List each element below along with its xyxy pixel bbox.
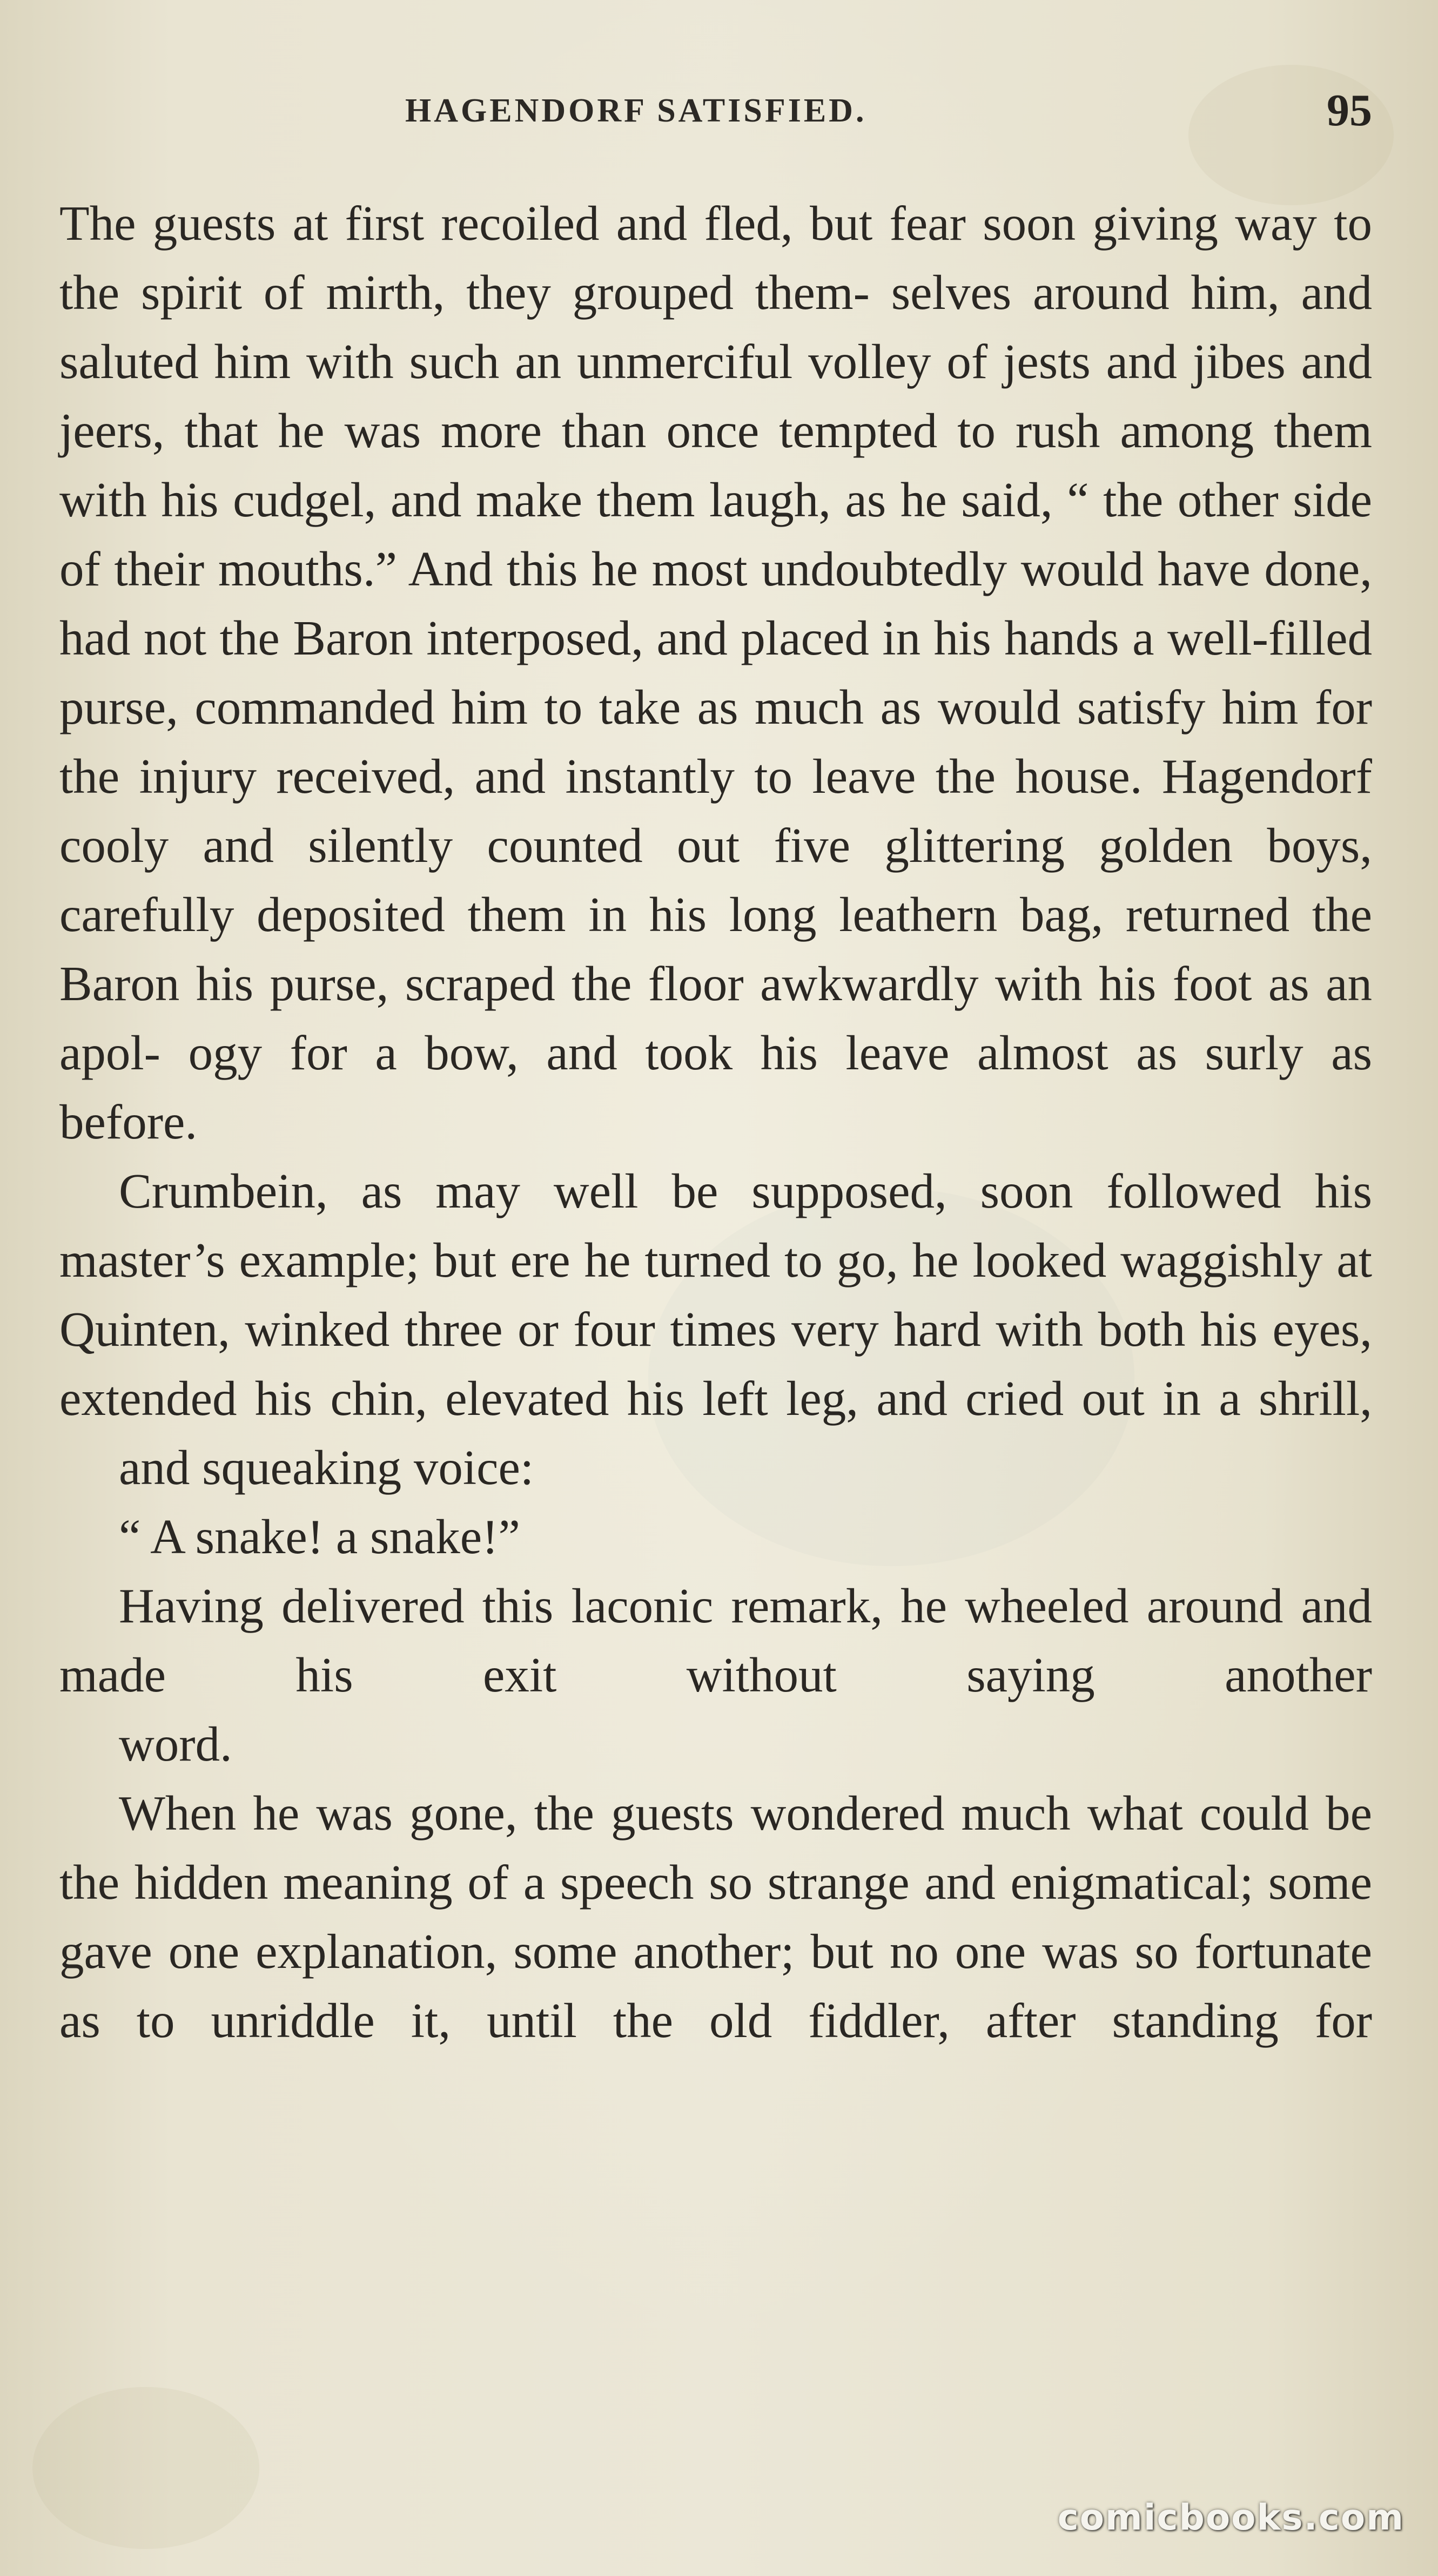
text-line: his master’s example; but ere he turned to go, he (59, 1164, 1373, 1287)
text-line-last: and squeaking voice: (119, 1440, 534, 1495)
text-line: chin, elevated his left leg, and cried out in a shrill, (330, 1371, 1372, 1426)
text-line: ogy for a bow, and took his leave almost as surly as (188, 1026, 1373, 1080)
text-line: unriddle it, until the old fiddler, after standing for (211, 1993, 1373, 2048)
text-line: him for the injury received, and instantly to leave (59, 680, 1372, 804)
paper-stain (32, 2387, 259, 2549)
text-line: unmerciful volley of jests and jibes and jeers, that (59, 334, 1372, 458)
page-number: 95 (1327, 85, 1372, 136)
text-line: looked waggishly at Quinten, winked three or four (59, 1233, 1373, 1357)
text-line: Crumbein, as may well be supposed, soon followed (119, 1164, 1281, 1218)
text-line: selves around him, and saluted him with such an (59, 265, 1372, 389)
running-title: HAGENDORF SATISFIED. (405, 92, 867, 129)
text-line: strange and enigmatical; some gave one explanation, (59, 1855, 1373, 1979)
paragraph (59, 1572, 1372, 1779)
text-line-last: before. (59, 1095, 198, 1149)
text-line: he was more than once tempted to rush among them (278, 403, 1372, 458)
text-line: scraped the floor awkwardly with his foot as an apol- (59, 956, 1372, 1080)
text-line: commanded him to take as much as would satisfy (194, 680, 1206, 734)
text-line: Having delivered this laconic remark, he wheeled (119, 1579, 1129, 1633)
text-line: with his cudgel, and make them laugh, as he said, (59, 473, 1053, 527)
paragraph (59, 1502, 1372, 1572)
text-line: undoubtedly would have done, had not the Baron (59, 542, 1372, 665)
page-header (59, 81, 1372, 140)
text-line: the house. Hagendorf cooly and silently counted out (59, 749, 1372, 873)
paragraph (59, 1157, 1372, 1502)
text-line-last: word. (119, 1717, 232, 1771)
text-line: interposed, and placed in his hands a well-filled purse, (59, 611, 1372, 734)
body-text (59, 189, 1372, 2387)
text-line: five glittering golden boys, carefully deposited them (59, 818, 1373, 942)
paragraph (59, 189, 1372, 1157)
text-line: giving way to the spirit of mirth, they grouped them- (59, 196, 1372, 320)
text-line: times very hard with both his eyes, extended his (59, 1302, 1372, 1426)
text-line-last: “ A snake! a snake!” (119, 1509, 520, 1564)
watermark: comicbooks.com (1057, 2497, 1405, 2538)
text-line: “ the other side of their mouths.” And this he most (59, 473, 1372, 596)
text-line: When he was gone, the guests wondered much (119, 1786, 1071, 1840)
text-line: some another; but no one was so fortunate as to (59, 1924, 1372, 2048)
text-line: what could be the hidden meaning of a speech so (59, 1786, 1373, 1910)
paragraph (59, 1779, 1372, 2055)
text-line: in his long leathern bag, returned the Baron his purse, (59, 887, 1373, 1011)
text-line: around and made his exit without saying another (59, 1579, 1372, 1702)
text-line: The guests at first recoiled and fled, but fear soon (59, 196, 1076, 251)
